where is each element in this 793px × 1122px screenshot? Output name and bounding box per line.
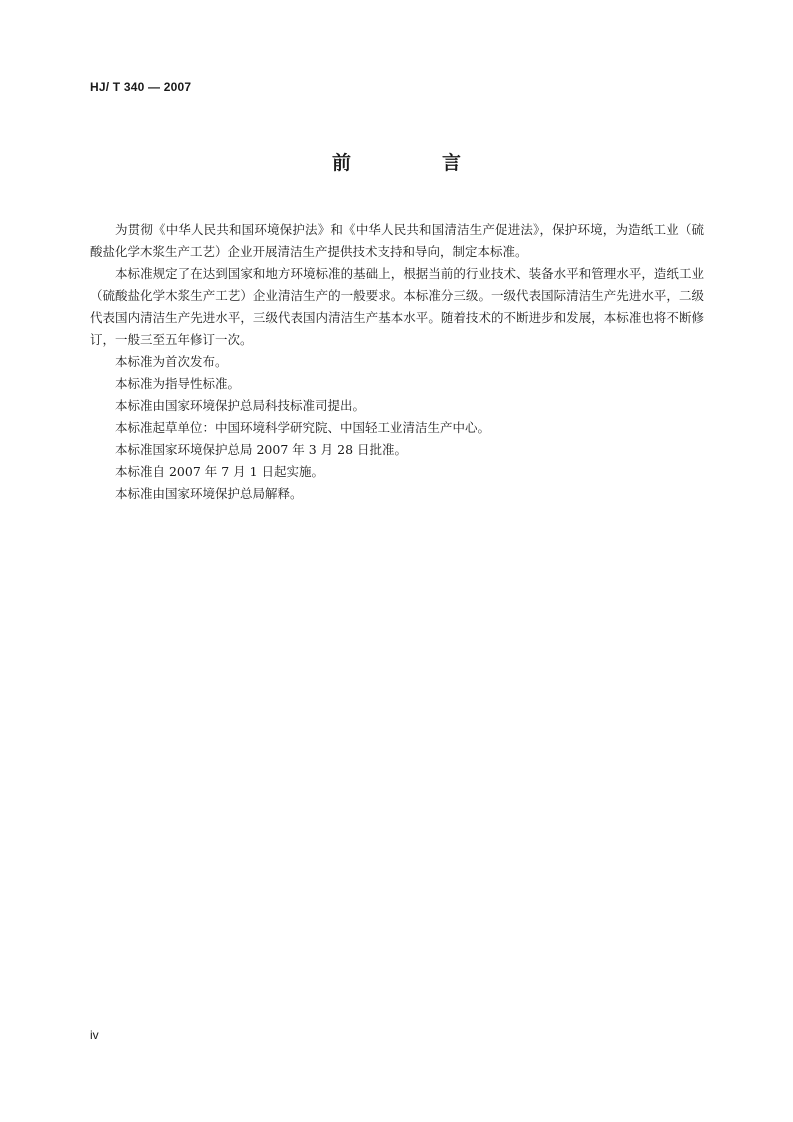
paragraph-proposer: 本标准由国家环境保护总局科技标准司提出。 (115, 398, 366, 413)
paragraph-scope: 本标准规定了在达到国家和地方环境标准的基础上，根据当前的行业技术、装备水平和管理水平，造纸工业（硫酸盐化学木浆生产工艺）企业清洁生产的一般要求。本标准分三级。一级代表国际清洁生产先进水平，二级代表国内清洁生产先进水平，三级代表国内清洁生产基本水平。随着技术的不断进步和发展，本标准也将不断修订，一般三至五年修订一次。 (90, 266, 704, 347)
paragraph-first-release: 本标准为首次发布。 (115, 354, 228, 369)
standard-code: HJ/ T 340 — 2007 (90, 80, 192, 94)
foreword-body (90, 219, 704, 505)
paragraph-purpose: 为贯彻《中华人民共和国环境保护法》和《中华人民共和国清洁生产促进法》，保护环境，为造纸工业（硫酸盐化学木浆生产工艺）企业开展清洁生产提供技术支持和导向，制定本标准。 (90, 222, 704, 259)
paragraph-guidance-nature: 本标准为指导性标准。 (115, 376, 241, 391)
paragraph-drafters: 本标准起草单位：中国环境科学研究院、中国轻工业清洁生产中心。 (115, 420, 491, 435)
page-number: iv (90, 1028, 99, 1042)
paragraph-approval: 本标准国家环境保护总局 2007 年 3 月 28 日批准。 (115, 442, 408, 457)
paragraph-effective-date: 本标准自 2007 年 7 月 1 日起实施。 (115, 464, 325, 479)
page-title: 前 言 (331, 152, 497, 174)
paragraph-interpretation: 本标准由国家环境保护总局解释。 (115, 486, 303, 501)
